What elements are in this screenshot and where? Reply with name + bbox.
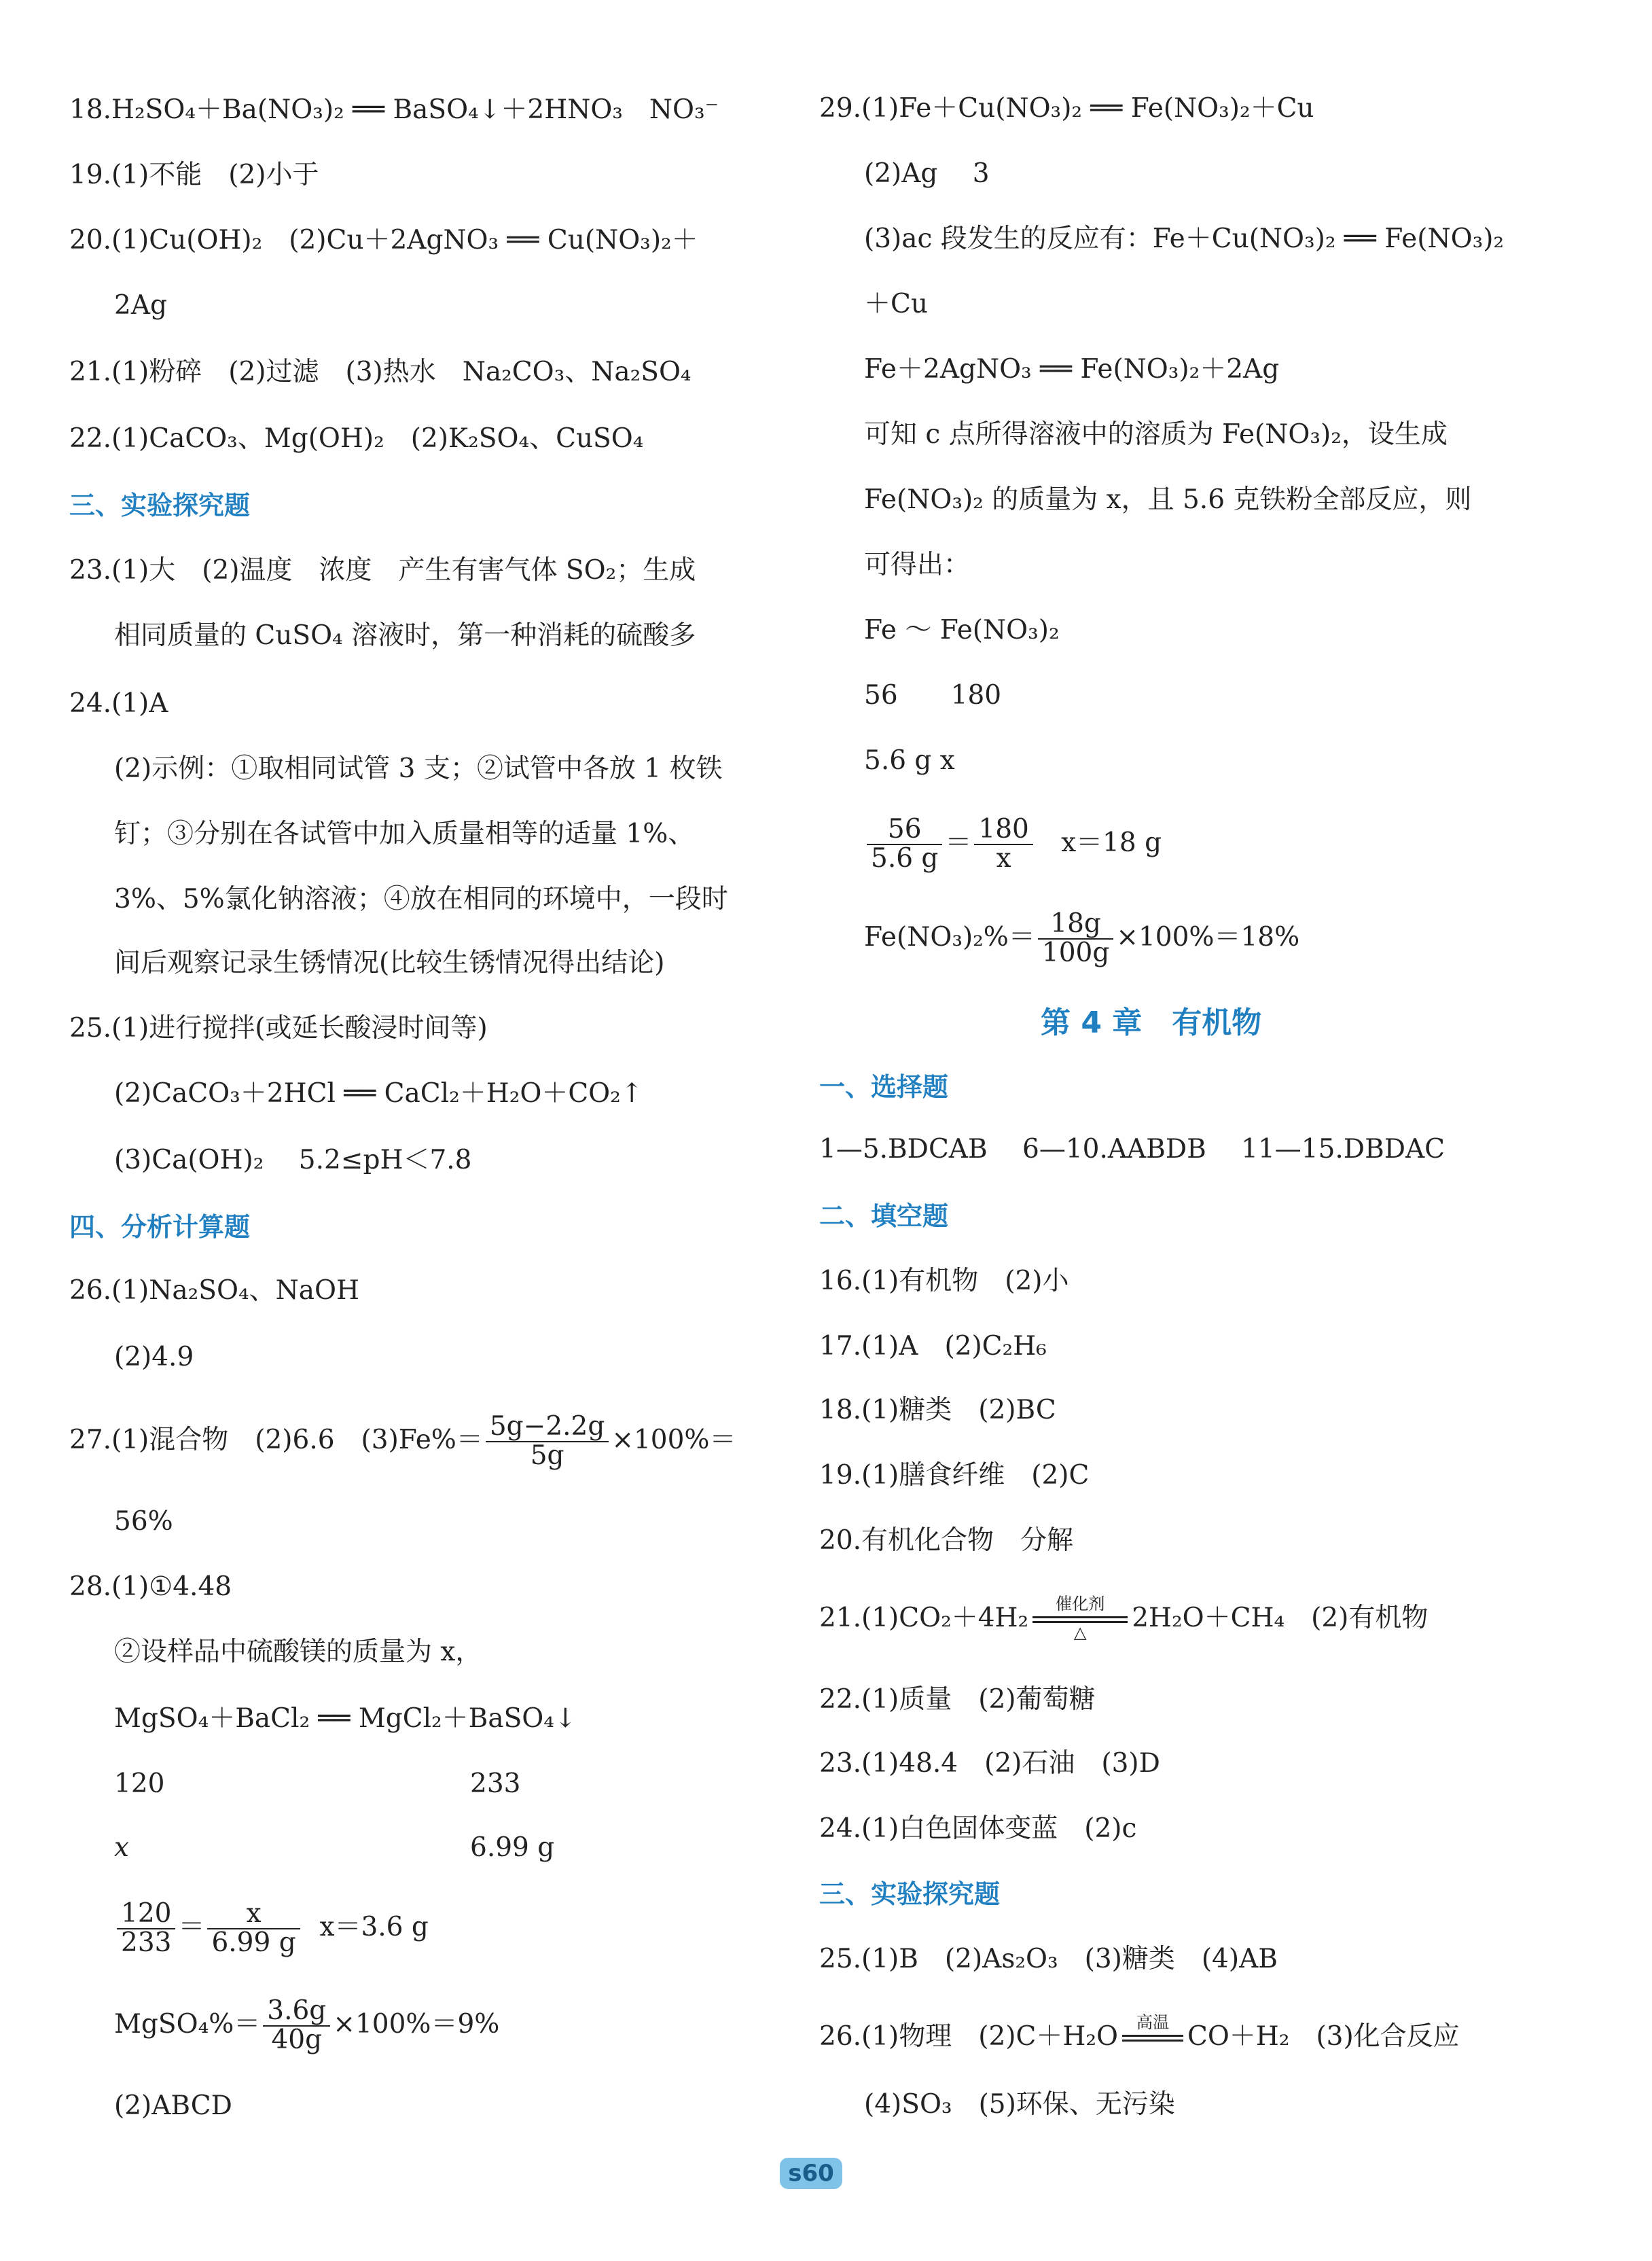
answer-23-right: 23.(1)48.4 (2)石油 (3)D xyxy=(819,1748,1160,1779)
answer-26: 26.(1)Na₂SO₄、NaOH xyxy=(69,1275,359,1306)
answer-29-part2: (2)Ag 3 xyxy=(864,158,990,189)
answer-19: 19.(1)不能 (2)小于 xyxy=(69,160,319,190)
answer-26-right-cont: (4)SO₃ (5)环保、无污染 xyxy=(864,2089,1175,2120)
answer-24-part2-cont3: 间后观察记录生锈情况(比较生锈情况得出结论) xyxy=(114,948,665,978)
answer-20-cont: 2Ag xyxy=(114,290,167,321)
answer-29: 29.(1)Fe＋Cu(NO₃)₂ ══ Fe(NO₃)₂＋Cu xyxy=(819,93,1314,124)
answer-29-text2: Fe(NO₃)₂ 的质量为 x，且 5.6 克铁粉全部反应，则 xyxy=(864,484,1472,515)
answer-29-relation: Fe ～ Fe(NO₃)₂ xyxy=(864,615,1060,645)
answer-29-eq2: Fe＋2AgNO₃ ══ Fe(NO₃)₂＋2Ag xyxy=(864,354,1280,385)
section-heading-analysis: 四、分析计算题 xyxy=(69,1212,251,1242)
answer-29-part3-cont: ＋Cu xyxy=(864,289,928,319)
answer-18: 18.H₂SO₄＋Ba(NO₃)₂ ══ BaSO₄↓＋2HNO₃ NO₃⁻ xyxy=(69,94,719,125)
answer-28-mass-row: 120 233 xyxy=(114,1768,521,1799)
answer-28-equation: MgSO₄＋BaCl₂ ══ MgCl₂＋BaSO₄↓ xyxy=(114,1703,577,1734)
answer-26-right: 26.(1)物理 (2)C＋H₂O 高温 CO＋H₂ (3)化合反应 xyxy=(819,2004,1460,2069)
answer-24-part2: (2)示例：①取相同试管 3 支；②试管中各放 1 枚铁 xyxy=(114,753,723,784)
answer-25-part3: (3)Ca(OH)₂ 5.2≤pH＜7.8 xyxy=(114,1145,472,1175)
section-heading-experiment: 三、实验探究题 xyxy=(69,491,251,520)
answer-21-right: 21.(1)CO₂＋4H₂ 催化剂 △ 2H₂O＋CH₄ (2)有机物 xyxy=(819,1595,1429,1642)
answer-22: 22.(1)CaCO₃、Mg(OH)₂ (2)K₂SO₄、CuSO₄ xyxy=(69,423,644,454)
answer-29-text3: 可得出： xyxy=(864,550,971,580)
answer-23-cont: 相同质量的 CuSO₄ 溶液时，第一种消耗的硫酸多 xyxy=(114,620,696,651)
fraction: $\frac{x}{6.99 g}$ xyxy=(207,1900,300,1957)
reaction-condition: 高温 xyxy=(1122,2014,1183,2062)
answer-24-right: 24.(1)白色固体变蓝 (2)c xyxy=(819,1813,1137,1844)
answer-28-percent: MgSO₄%＝ $\frac{3.6g}{40g}$ ×100%＝9% xyxy=(114,1995,500,2055)
answer-29-proportion: $\frac{56}{5.6 g}$ ＝ $\frac{180}{x}$ x＝18 g xyxy=(819,806,1162,880)
section-heading-choice: 一、选择题 xyxy=(819,1072,949,1102)
answer-27: 27.(1)混合物 (2)6.6 (3)Fe%＝ $\frac{5g-2.2g}{5g}$ ×100%＝ xyxy=(69,1411,736,1471)
answer-28-step: ②设样品中硫酸镁的质量为 x， xyxy=(114,1637,482,1667)
fraction: $\frac{5g-2.2g}{5g}$ xyxy=(486,1413,609,1470)
fraction: $\frac{120}{233}$ xyxy=(117,1900,175,1957)
reaction-condition: 催化剂 △ xyxy=(1032,1596,1128,1643)
answer-29-part3: (3)ac 段发生的反应有：Fe＋Cu(NO₃)₂ ══ Fe(NO₃)₂ xyxy=(864,224,1505,254)
answer-18-right: 18.(1)糖类 (2)BC xyxy=(819,1395,1056,1425)
answer-19-right: 19.(1)膳食纤维 (2)C xyxy=(819,1460,1090,1491)
answer-28: 28.(1)①4.48 xyxy=(69,1571,232,1602)
answer-16: 16.(1)有机物 (2)小 xyxy=(819,1266,1069,1296)
choice-answers: 1—5.BDCAB 6—10.AABDB 11—15.DBDAC xyxy=(819,1134,1446,1164)
page-number-badge: s60 xyxy=(780,2158,842,2189)
section-heading-experiment-right: 三、实验探究题 xyxy=(819,1879,1001,1909)
answer-28-proportion: $\frac{120}{233}$ ＝ $\frac{x}{6.99 g}$ x＝3.6 g xyxy=(69,1890,429,1965)
answer-17: 17.(1)A (2)C₂H₆ xyxy=(819,1331,1047,1361)
answer-29-x-row: 5.6 g x xyxy=(864,745,955,776)
chapter-title: 第 4 章 有机物 xyxy=(1041,1005,1262,1040)
answer-26-part2: (2)4.9 xyxy=(114,1342,194,1372)
answer-25-part2: (2)CaCO₃＋2HCl ══ CaCl₂＋H₂O＋CO₂↑ xyxy=(114,1078,643,1109)
section-heading-fill: 二、填空题 xyxy=(819,1201,949,1231)
answer-28-x-row: x 6.99 g xyxy=(114,1832,555,1863)
answer-28-part2: (2)ABCD xyxy=(114,2090,232,2121)
fraction: $\frac{3.6g}{40g}$ xyxy=(263,1997,330,2054)
answer-20-right: 20.有机化合物 分解 xyxy=(819,1525,1074,1556)
fraction: $\frac{180}{x}$ xyxy=(974,816,1032,873)
answer-24: 24.(1)A xyxy=(69,688,168,719)
answer-27-cont: 56% xyxy=(114,1506,173,1537)
answer-24-part2-cont1: 钉；③分别在各试管中加入质量相等的适量 1%、 xyxy=(114,819,695,849)
answer-22-right: 22.(1)质量 (2)葡萄糖 xyxy=(819,1684,1096,1715)
answer-29-text1: 可知 c 点所得溶液中的溶质为 Fe(NO₃)₂，设生成 xyxy=(864,419,1448,450)
answer-21: 21.(1)粉碎 (2)过滤 (3)热水 Na₂CO₃、Na₂SO₄ xyxy=(69,357,692,387)
answer-23: 23.(1)大 (2)温度 浓度 产生有害气体 SO₂；生成 xyxy=(69,555,696,586)
answer-29-mass-row: 56 180 xyxy=(864,680,1002,711)
answer-25: 25.(1)进行搅拌(或延长酸浸时间等) xyxy=(69,1013,488,1044)
fraction: $\frac{18g}{100g}$ xyxy=(1038,910,1113,967)
answer-25-right: 25.(1)B (2)As₂O₃ (3)糖类 (4)AB xyxy=(819,1944,1278,1974)
fraction: $\frac{56}{5.6 g}$ xyxy=(867,816,942,873)
answer-29-percent: Fe(NO₃)₂%＝ $\frac{18g}{100g}$ ×100%＝18% xyxy=(864,908,1300,968)
answer-20: 20.(1)Cu(OH)₂ (2)Cu＋2AgNO₃ ══ Cu(NO₃)₂＋ xyxy=(69,225,698,255)
answer-24-part2-cont2: 3%、5%氯化钠溶液；④放在相同的环境中，一段时 xyxy=(114,884,728,914)
